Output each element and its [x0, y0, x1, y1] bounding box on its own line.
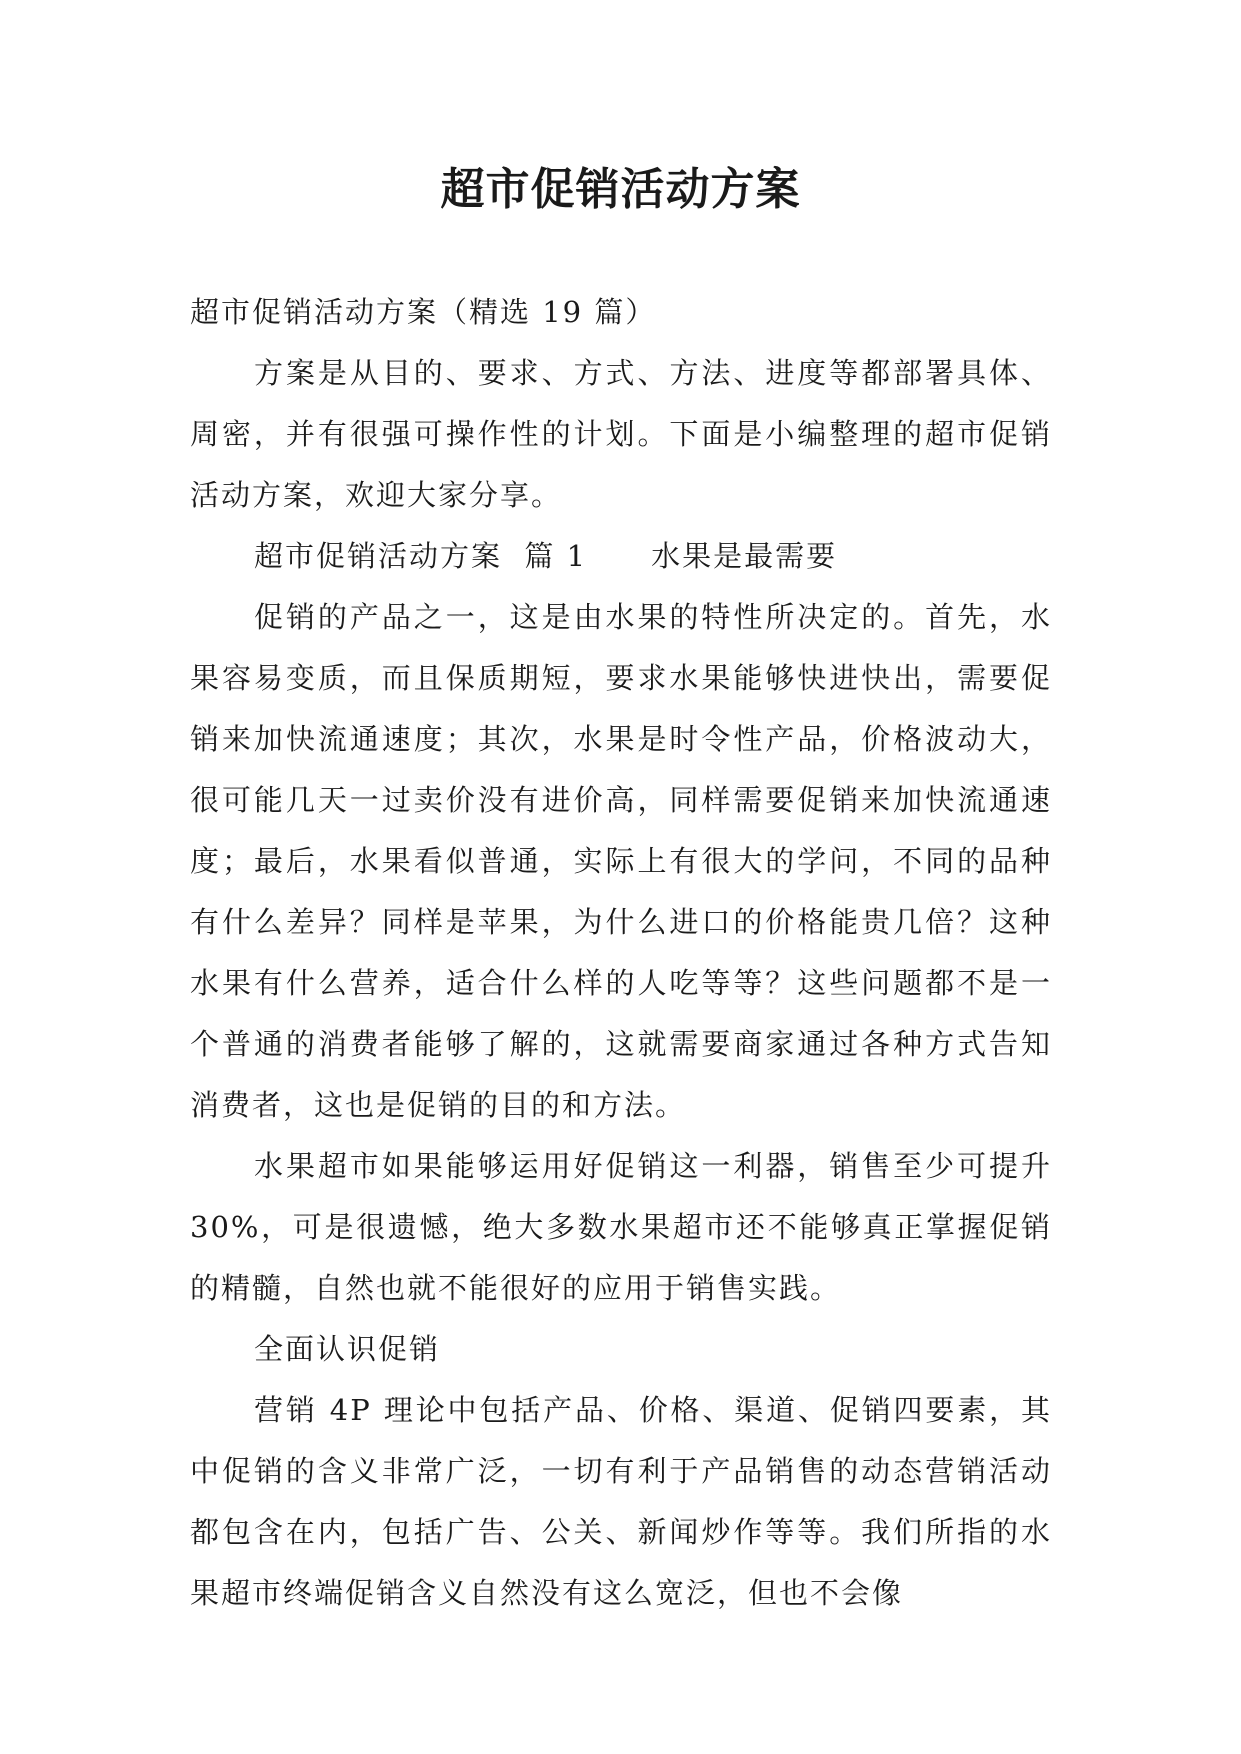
- section-lead-text: 水果是最需要: [651, 539, 838, 573]
- paragraph-4p-theory: 营销 4P 理论中包括产品、价格、渠道、促销四要素，其中促销的含义非常广泛，一切有利于产品销售的动态营销活动都包含在内，包括广告、公关、新闻炒作等等。我们所指的水果超市终端促销含义自然没有这么宽泛，但也不会像: [190, 1393, 1052, 1610]
- intro-paragraph: 方案是从目的、要求、方式、方法、进度等都部署具体、周密，并有很强可操作性的计划。下面是小编整理的超市促销活动方案，欢迎大家分享。: [190, 356, 1052, 512]
- subheading: 全面认识促销: [254, 1332, 441, 1366]
- document-title: 超市促销活动方案: [440, 164, 801, 215]
- section-heading-line: [190, 526, 1052, 587]
- paragraph-sales-increase: 水果超市如果能够运用好促销这一利器，销售至少可提升 30%，可是很遗憾，绝大多数水果超市还不能够真正掌握促销的精髓，自然也就不能很好的应用于销售实践。: [190, 1149, 1052, 1305]
- section-heading: 超市促销活动方案 篇 1: [254, 539, 588, 573]
- document-body: [190, 282, 1052, 1624]
- paragraph-fruit-promotion: 促销的产品之一，这是由水果的特性所决定的。首先，水果容易变质，而且保质期短，要求水果能够快进快出，需要促销来加快流通速度；其次，水果是时令性产品，价格波动大，很可能几天一过卖价没有进价高，同样需要促销来加快流通速度；最后，水果看似普通，实际上有很大的学问，不同的品种有什么差异？同样是苹果，为什么进口的价格能贵几倍？这种水果有什么营养，适合什么样的人吃等等？这些问题都不是一个普通的消费者能够了解的，这就需要商家通过各种方式告知消费者，这也是促销的目的和方法。: [190, 600, 1052, 1122]
- document-subtitle: 超市促销活动方案（精选 19 篇）: [190, 295, 657, 329]
